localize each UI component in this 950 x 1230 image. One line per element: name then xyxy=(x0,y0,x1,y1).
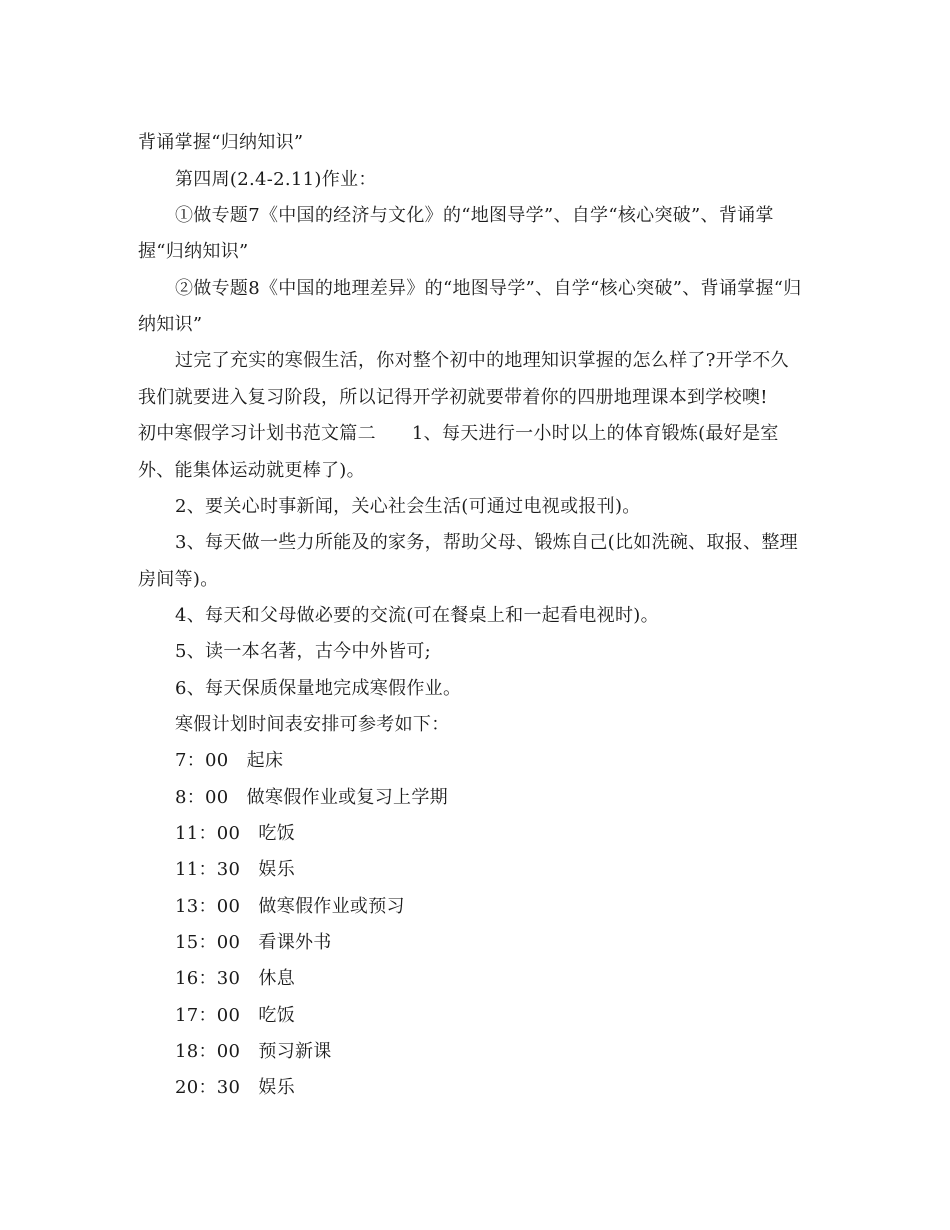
schedule-time: 8：00 xyxy=(175,787,229,808)
schedule-time: 11：30 xyxy=(175,859,241,880)
schedule-time: 11：00 xyxy=(175,823,241,844)
list-item: 4、每天和父母做必要的交流(可在餐桌上和一起看电视时)。 xyxy=(175,605,659,626)
schedule-time: 7：00 xyxy=(175,750,229,771)
schedule-time: 18：00 xyxy=(175,1041,241,1062)
schedule-row xyxy=(175,859,295,881)
text-line: 房间等)。 xyxy=(138,569,219,590)
schedule-activity: 休息 xyxy=(258,968,295,989)
schedule-row xyxy=(175,823,295,845)
schedule-activity: 做寒假作业或预习 xyxy=(258,896,405,917)
text-line: 背诵掌握“归纳知识” xyxy=(138,132,304,153)
schedule-activity: 预习新课 xyxy=(258,1041,332,1062)
schedule-row xyxy=(175,932,332,954)
section-title: 初中寒假学习计划书范文篇二 xyxy=(138,423,376,444)
schedule-row xyxy=(175,1041,332,1063)
schedule-time: 15：00 xyxy=(175,932,241,953)
schedule-activity: 看课外书 xyxy=(258,932,332,953)
section-first-item: 1、每天进行一小时以上的体育锻炼(最好是室 xyxy=(411,423,779,444)
list-item: 2、要关心时事新闻，关心社会生活(可通过电视或报刊)。 xyxy=(175,496,641,517)
list-item: 5、读一本名著，古今中外皆可; xyxy=(175,641,432,662)
schedule-activity: 吃饭 xyxy=(258,823,295,844)
week-heading: 第四周(2.4-2.11)作业： xyxy=(175,169,377,190)
schedule-row xyxy=(175,968,295,990)
text-line: 外、能集体运动就更棒了)。 xyxy=(138,460,365,481)
schedule-time: 17：00 xyxy=(175,1005,241,1026)
schedule-time: 13：00 xyxy=(175,896,241,917)
schedule-row xyxy=(175,1077,295,1099)
schedule-intro: 寒假计划时间表安排可参考如下： xyxy=(175,714,450,735)
schedule-row xyxy=(175,787,448,809)
schedule-activity: 吃饭 xyxy=(258,1005,295,1026)
schedule-activity: 起床 xyxy=(246,750,284,771)
section-line xyxy=(138,423,779,445)
text-line: 过完了充实的寒假生活，你对整个初中的地理知识掌握的怎么样了?开学不久 xyxy=(175,350,789,371)
text-line: ①做专题7《中国的经济与文化》的“地图导学”、自学“核心突破”、背诵掌 xyxy=(175,205,774,226)
schedule-row xyxy=(175,896,405,918)
list-item: 6、每天保质保量地完成寒假作业。 xyxy=(175,678,462,699)
schedule-row xyxy=(175,1005,295,1027)
schedule-time: 20：30 xyxy=(175,1077,241,1098)
text-line: 握“归纳知识” xyxy=(138,241,249,262)
schedule-time: 16：30 xyxy=(175,968,241,989)
text-line: ②做专题8《中国的地理差异》的“地图导学”、自学“核心突破”、背诵掌握“归 xyxy=(175,278,802,299)
schedule-row xyxy=(175,750,283,772)
schedule-activity: 娱乐 xyxy=(258,1077,295,1098)
text-line: 纳知识” xyxy=(138,314,203,335)
list-item: 3、每天做一些力所能及的家务，帮助父母、锻炼自己(比如洗碗、取报、整理 xyxy=(175,532,798,553)
schedule-activity: 做寒假作业或复习上学期 xyxy=(246,787,448,808)
text-line: 我们就要进入复习阶段，所以记得开学初就要带着你的四册地理课本到学校噢! xyxy=(138,387,768,408)
schedule-activity: 娱乐 xyxy=(258,859,295,880)
